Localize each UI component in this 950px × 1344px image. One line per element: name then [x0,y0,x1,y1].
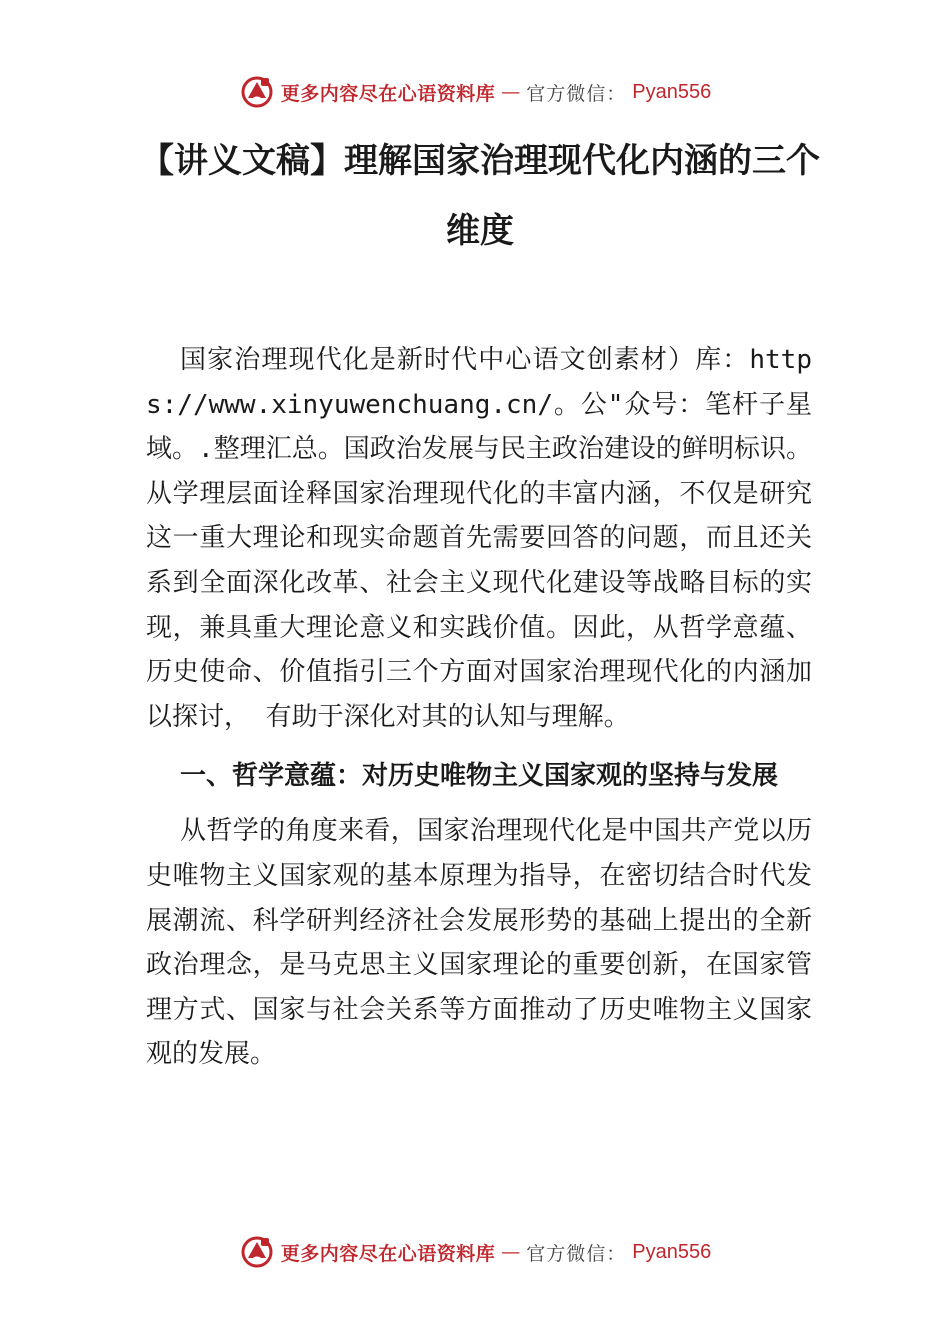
banner-official-label: 官方微信： [526,1242,627,1265]
banner-wechat-id: Pyan556 [632,80,712,103]
document-body [146,338,812,1077]
banner-slogan: 更多内容尽在心语资料库 [280,82,496,105]
banner-official-label: 官方微信： [526,82,627,105]
banner-slogan: 更多内容尽在心语资料库 [280,1242,496,1265]
paragraph-intro: 国家治理现代化是新时代中心语文创素材）库：https://www.xinyuwenchuang.cn/。公"众号：笔杆子星域。.整理汇总。国政治发展与民主政治建设的鲜明标识。从学理层面诠释国家治理现代化的丰富内涵，不仅是研究这一重大理论和现实命题首先需要回答的问题，而且还关系到全面深化改革、社会主义现代化建设等战略目标的实现，兼具重大理论意义和实践价值。因此，从哲学意蕴、历史使命、价值指引三个方面对国家治理现代化的内涵加以探讨， 有助于深化对其的认知与理解。 [146,345,812,732]
header-banner [0,72,950,112]
footer-banner [0,1232,950,1272]
banner-separator: — [501,81,521,103]
logo-seal-icon [239,74,275,110]
paragraph-philosophy: 从哲学的角度来看，国家治理现代化是中国共产党以历史唯物主义国家观的基本原理为指导，在密切结合时代发展潮流、科学研判经济社会发展形势的基础上提出的全新政治理念，是马克思主义国家理论的重要创新，在国家管理方式、国家与社会关系等方面推动了历史唯物主义国家观的发展。 [146,816,812,1070]
document-title: 【讲义文稿】理解国家治理现代化内涵的三个维度 [140,141,820,251]
logo-seal-icon [239,1234,275,1270]
section-heading-1: 一、哲学意蕴：对历史唯物主义国家观的坚持与发展 [180,761,779,792]
banner-separator: — [501,1241,521,1263]
banner-wechat-id: Pyan556 [632,1240,712,1263]
